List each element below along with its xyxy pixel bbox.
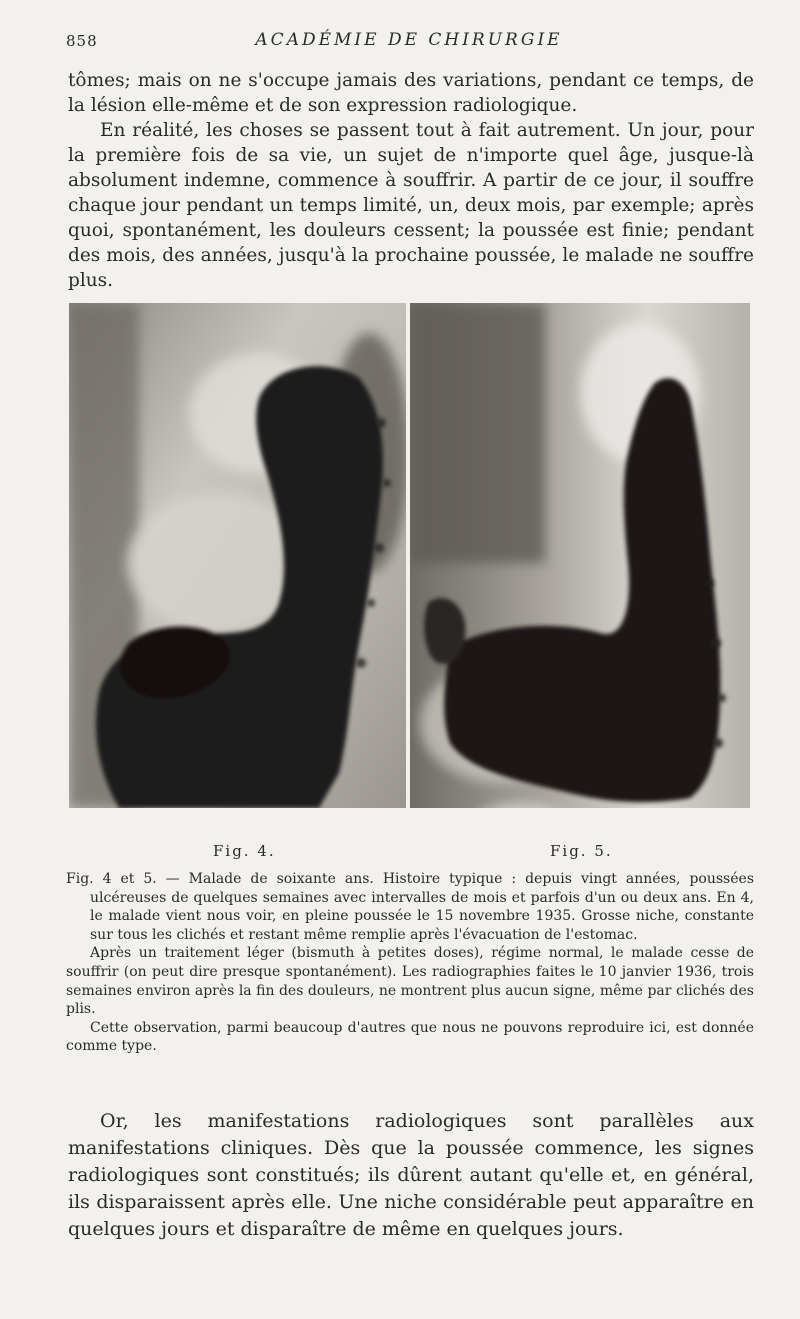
radiograph-figure-5: [410, 303, 750, 808]
figure-5-label: Fig. 5.: [550, 842, 613, 860]
figure-caption: [66, 870, 754, 1056]
caption-paragraph: Cette observation, parmi beaucoup d'autres que nous ne pouvons reproduire ici, est donnée comme type.: [66, 1019, 754, 1055]
radiograph-5-image: [410, 303, 750, 808]
running-title: ACADÉMIE DE CHIRURGIE: [255, 30, 563, 50]
page-number: 858: [66, 32, 98, 50]
caption-paragraph: Après un traitement léger (bismuth à petites doses), régime normal, le malade cesse de souffrir (on peut dire presque spontanément). Les radiographies faites le 10 janvier 1936, trois semaines environ après la fin des douleurs, ne montrent plus aucun signe, même par clichés des plis.: [66, 945, 754, 1018]
caption-paragraph: Fig. 4 et 5. — Malade de soixante ans. Histoire typique : depuis vingt années, poussées ulcéreuses de quelques semaines avec intervalles de mois et parfois d'un ou deux ans. En 4, le malade vient nous voir, en pleine poussée le 15 novembre 1935. Grosse niche, constante sur tous les clichés et restant même remplie après l'évacuation de l'estomac.: [66, 871, 754, 943]
radiograph-figure-4: [69, 303, 406, 808]
paragraph: Or, les manifestations radiologiques sont parallèles aux manifestations cliniques. Dès que la poussée commence, les signes radiologiques sont constitués; ils dûrent autant qu'elle et, en général, ils disparaissent après elle. Une niche considérable peut apparaître en quelques jours et disparaître de même en quelques jours.: [68, 1110, 754, 1240]
radiograph-4-image: [69, 303, 406, 808]
paragraph: En réalité, les choses se passent tout à fait autrement. Un jour, pour la première fois de sa vie, un sujet de n'importe quel âge, jusque-là absolument indemne, commence à souffrir. A partir de ce jour, il souffre chaque jour pendant un temps limité, un, deux mois, par exemple; après quoi, spontanément, les douleurs cessent; la poussée est finie; pendant des mois, des années, jusqu'à la prochaine poussée, le malade ne souffre plus.: [68, 120, 754, 291]
top-text-block: [68, 68, 754, 293]
paragraph-continuation: tômes; mais on ne s'occupe jamais des variations, pendant ce temps, de la lésion elle-même et de son expression radiologique.: [68, 70, 754, 116]
page-header: [66, 30, 752, 54]
bottom-text-block: [68, 1108, 754, 1243]
figure-4-label: Fig. 4.: [213, 842, 276, 860]
